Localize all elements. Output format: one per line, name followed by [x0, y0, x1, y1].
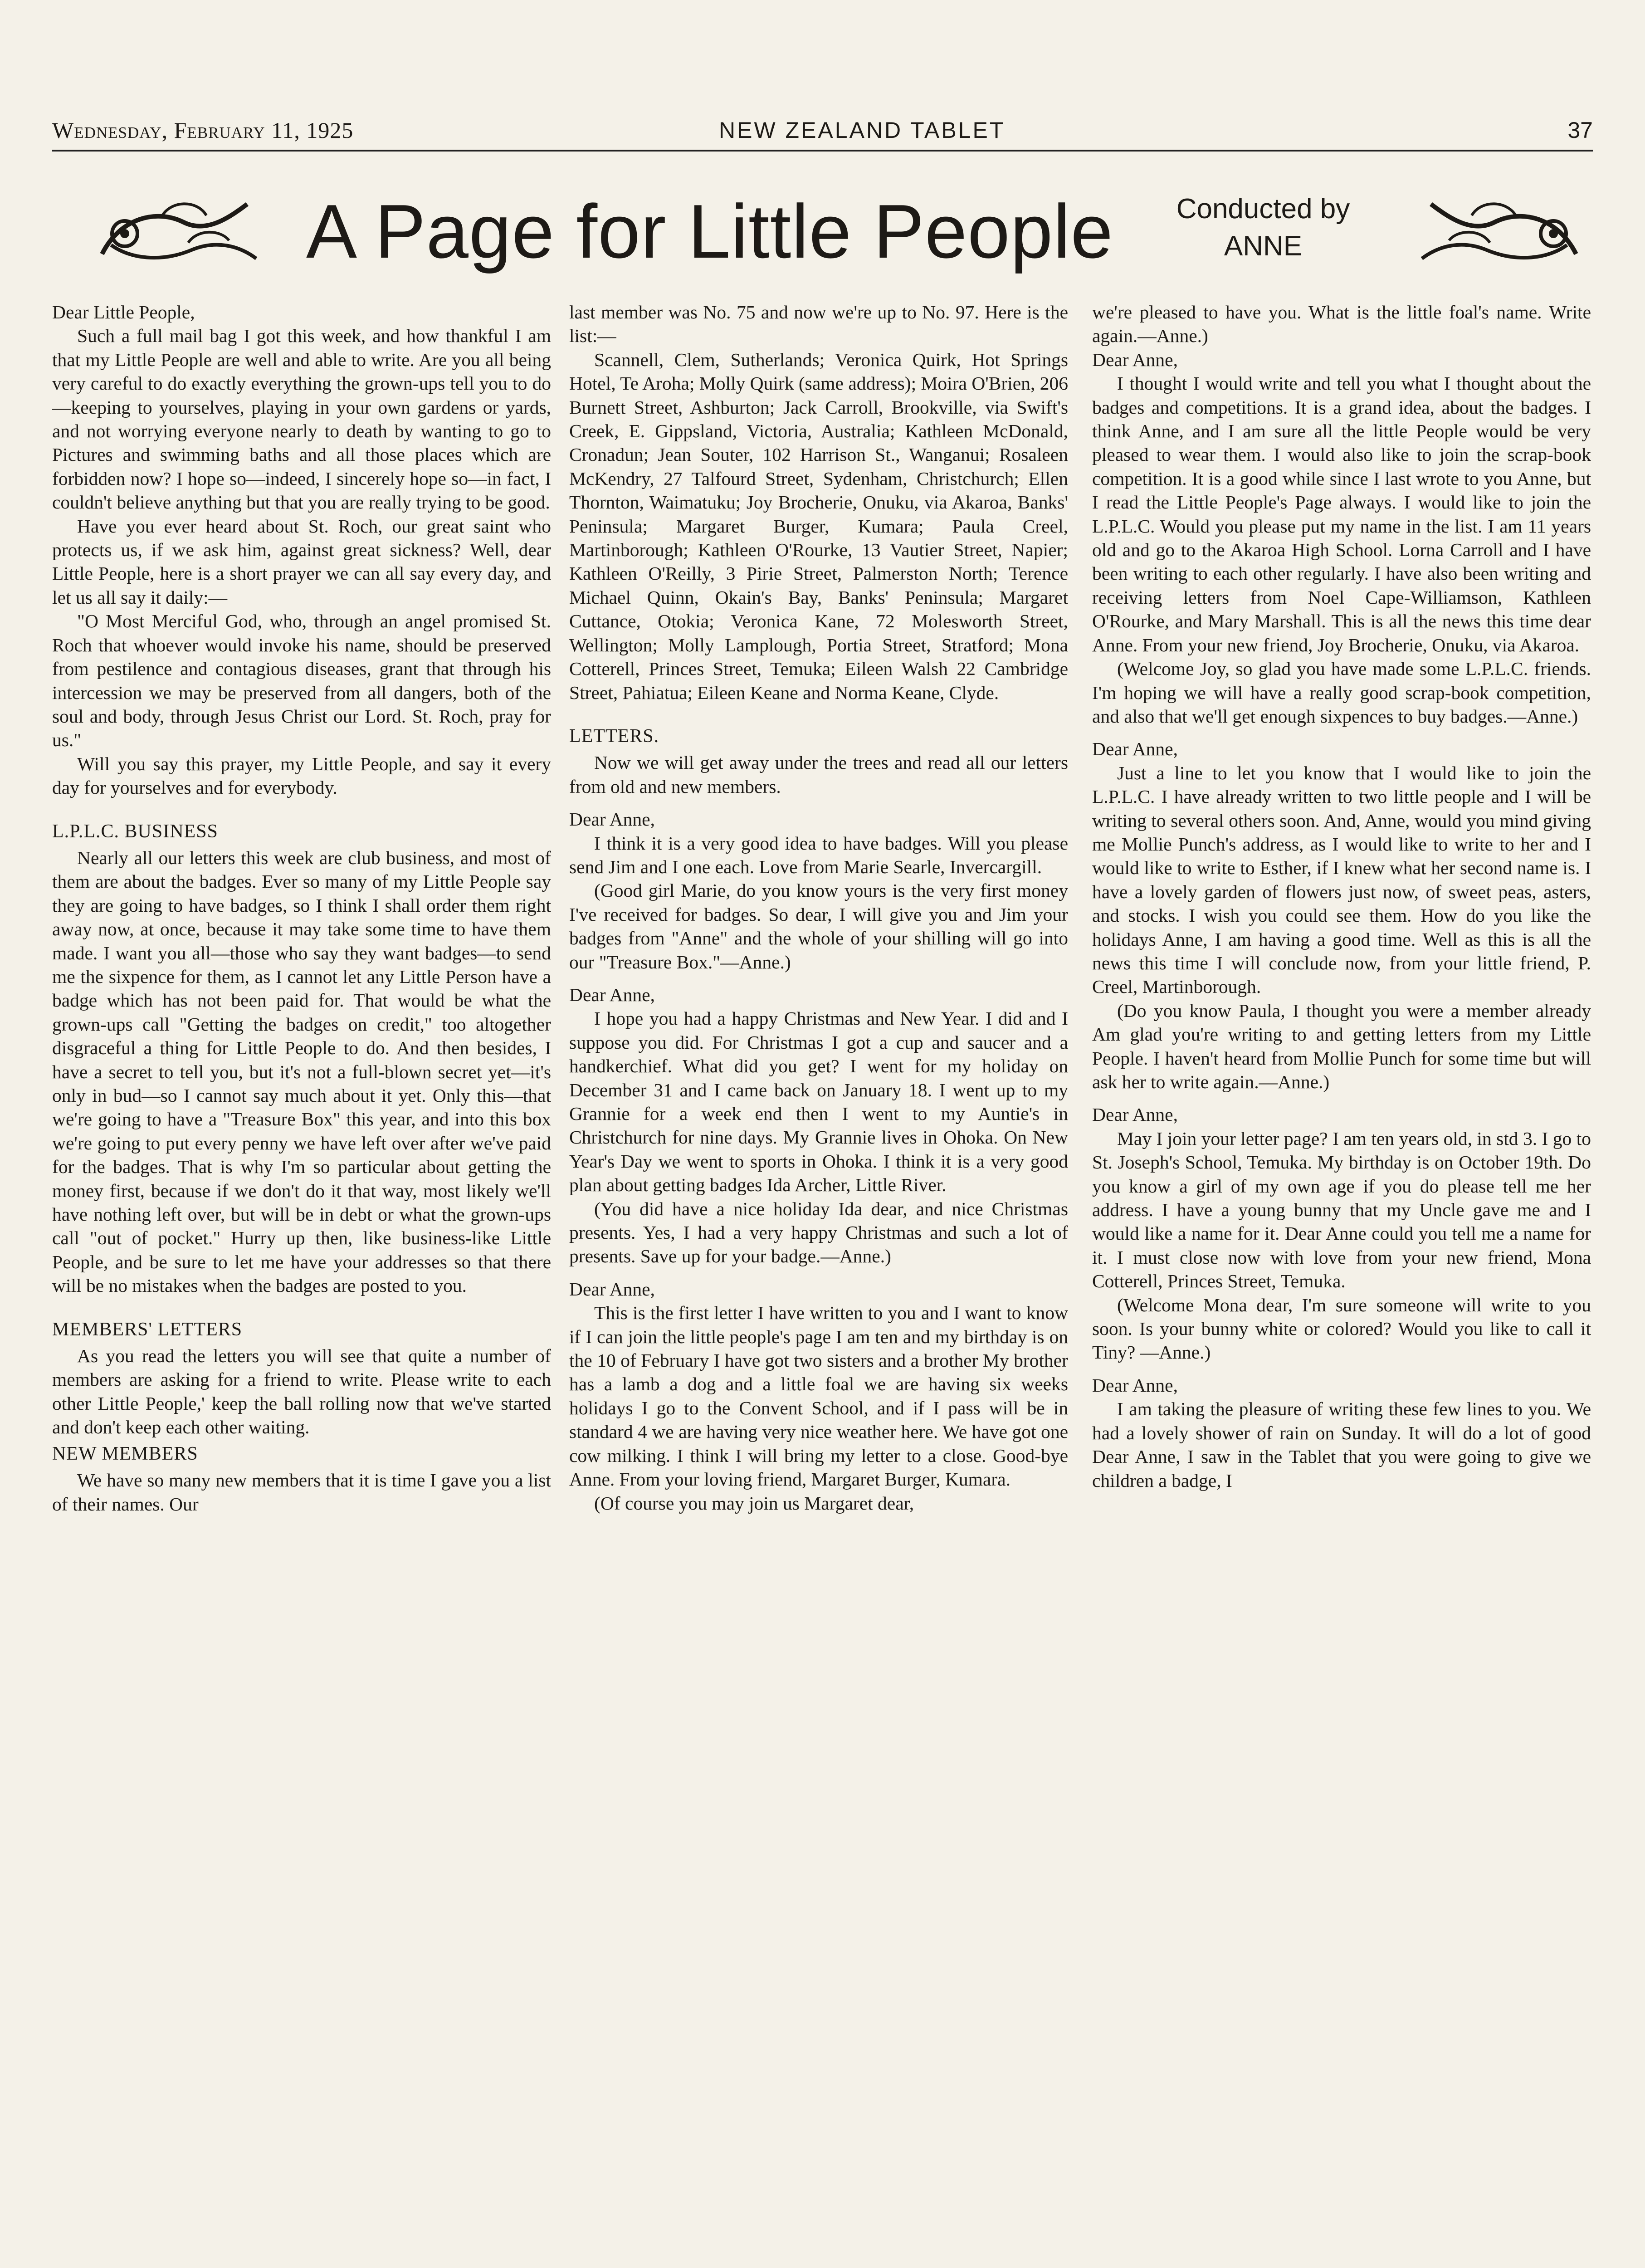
editor-reply-continued: we're pleased to have you. What is the little foal's name. Write again.—Anne.) [1092, 302, 1591, 347]
editor-reply: (Do you know Paula, I thought you were a member already Am glad you're writing to and getting letters from my Little People. I haven't heard from Mollie Punch for some time but will ask her to write again.—Anne.) [1092, 1000, 1591, 1092]
column-2 [569, 300, 1068, 2251]
section-heading-business: L.P.L.C. BUSINESS [52, 821, 218, 842]
members-paragraph: As you read the letters you will see that quite a number of members are asking for a friend to write. Please write to each other Little People,' keep the ball rolling now that we've started and don't keep each other waiting. [52, 1345, 551, 1438]
letter-body: I hope you had a happy Christmas and New Year. I did and I suppose you did. For Christmas I got a cup and saucer and a handkerchief. What did you get? I went for my holiday on December 31 and I came back on January 18. I went up to my Grannie for a week end then I went to my Auntie's in Christchurch for nine days. My Grannie lives in Ohoka. On New Year's Day we went to sports in Ohoka. I think it is a very good plan about getting badges Ida Archer, Little River. [569, 1008, 1068, 1196]
issue-date: Wednesday, February 11, 1925 [52, 117, 354, 143]
conducted-by-label: Conducted by [1176, 193, 1350, 225]
editor-reply: (Welcome Joy, so glad you have made some L.P.L.C. friends. I'm hoping we will have a really good scrap-book competition, and also that we'll get enough sixpences to buy badges.—Anne.) [1092, 658, 1591, 727]
scroll-ornament-right-icon [1413, 191, 1585, 268]
letter-salutation: Dear Anne, [1092, 1374, 1178, 1396]
prayer-paragraph: "O Most Merciful God, who, through an angel promised St. Roch that whoever would invoke his name, should be preserved from pestilence and contagious diseases, grant that through his intercession we may be preserved from all dangers, both of the soul and body, through Jesus Christ our Lord. St. Roch, pray for us." [52, 611, 551, 751]
intro-paragraph: Have you ever heard about St. Roch, our great saint who protects us, if we ask him, against great sickness? Well, dear Little People, here is a short prayer we can all say every day, and let us all say it daily:— [52, 515, 551, 608]
editor-reply: (Of course you may join us Margaret dear, [594, 1492, 914, 1514]
running-header [52, 117, 1593, 144]
section-heading-members-letters: MEMBERS' LETTERS [52, 1319, 243, 1340]
letter-salutation: Dear Anne, [569, 809, 655, 830]
letter-salutation: Dear Anne, [1092, 1104, 1178, 1125]
letter-salutation: Dear Anne, [569, 1278, 655, 1300]
column-3 [1092, 300, 1591, 2251]
letter-salutation: Dear Anne, [1092, 349, 1178, 370]
business-paragraph: Nearly all our letters this week are club business, and most of them are about the badges. Ever so many of my Little People say they are going to have badges, so I think I shall order them right away now, at once, because it may take some time to have them made. I want you all—those who say they want badges—to send me the sixpence for them, as I cannot let any Little Person have a badge which has not been paid for. That would be what the grown-ups call "Getting the badges on credit," too altogether disgraceful a thing for Little People to do. And then besides, I have a secret to tell you, but it's not a full-blown secret yet—it's only in bud—so I cannot say much about it yet. Only this—that we're going to have a "Treasure Box" this year, and into this box we're going to put every penny we have left over after we've paid for the badges. That is why I'm so particular about getting the money first, because if we don't do it that way, most likely we'll have nothing left over, but will be in debt or what the grown-ups call "out of pocket." Hurry up then, like business-like Little People, and be sure to let me have your addresses so that there will be no mistakes when the badges are posted to you. [52, 847, 551, 1296]
editor-reply: (Good girl Marie, do you know yours is the very first money I've received for badges. So dear, I will give you and Jim your badges from "Anne" and the whole of your shilling will go into our "Treasure Box."—Anne.) [569, 880, 1068, 973]
conductor-credit [1136, 191, 1390, 265]
section-heading-new-members: NEW MEMBERS [52, 1443, 198, 1464]
page-number: 37 [1567, 117, 1593, 143]
new-members-continued: last member was No. 75 and now we're up to No. 97. Here is the list:— [569, 302, 1068, 347]
letters-intro: Now we will get away under the trees and read all our letters from old and new members. [569, 752, 1068, 797]
letter-body: Just a line to let you know that I would like to join the L.P.L.C. I have already written to two little people and I will be writing to several others soon. And, Anne, would you mind giving me Mollie Punch's address, as I would like to write to her and I would like to write to Esther, if I knew what her second name is. I have a lovely garden of flowers just now, of sweet peas, asters, and stocks. I wish you could see them. How do you like the holidays Anne, I am having a good time. Well as this is all the news this time I will conclude now, from your little friend, P. Creel, Martinborough. [1092, 762, 1591, 997]
editor-reply: (You did have a nice holiday Ida dear, and nice Christmas presents. Yes, I had a very happy Christmas and such a lot of presents. Save up for your badge.—Anne.) [569, 1198, 1068, 1267]
intro-paragraph: Such a full mail bag I got this week, and how thankful I am that my Little People are well and able to write. Are you all being very careful to do exactly everything the grown-ups tell you to do—keeping to yourselves, playing in your own gardens or yards, and not worrying everyone nearly to death by wanting to go to Pictures and swimming baths and all those places which are forbidden now? I hope so—indeed, I sincerely hope so—in fact, I couldn't believe anything but that you are really trying to be good. [52, 325, 551, 513]
letter-body: May I join your letter page? I am ten years old, in std 3. I go to St. Joseph's School, Temuka. My birthday is on October 19th. Do you know a girl of my own age if you do please tell me her address. I have a young bunny that my Uncle gave me and I would like a name for it. Dear Anne could you tell me a name for it. I must close now with love from your new friend, Mona Cotterell, Princes Street, Temuka. [1092, 1128, 1591, 1292]
letter-body: This is the first letter I have written to you and I want to know if I can join the little people's page I am ten and my birthday is on the 10 of February I have got two sisters and a brother My brother has a lamb a dog and a little foal we are having six weeks holidays I go to the Convent School, and if I pass will be in standard 4 we are having very nice weather here. We have got one cow milking. I think I will bring my letter to a close. Good-bye Anne. From your loving friend, Margaret Burger, Kumara. [569, 1302, 1068, 1490]
letter-salutation: Dear Anne, [569, 984, 655, 1005]
page-title: A Page for Little People [306, 189, 1113, 274]
letter-body: I am taking the pleasure of writing these few lines to you. We had a lovely shower of rain on Sunday. It will do a lot of good Dear Anne, I saw in the Tablet that you were going to give we children a badge, I [1092, 1398, 1591, 1491]
scroll-ornament-left-icon [93, 191, 265, 268]
publication-name: NEW ZEALAND TABLET [719, 117, 1006, 143]
intro-paragraph: Will you say this prayer, my Little People, and say it every day for yourselves and for everybody. [52, 753, 551, 798]
column-1 [52, 300, 551, 2251]
letter-body: I think it is a very good idea to have badges. Will you please send Jim and I one each. Love from Marie Searle, Invercargill. [569, 832, 1068, 877]
salutation: Dear Little People, [52, 302, 195, 323]
member-list: Scannell, Clem, Sutherlands; Veronica Quirk, Hot Springs Hotel, Te Aroha; Molly Quirk (same address); Moira O'Brien, 206 Burnett Street, Ashburton; Jack Carroll, Brookville, via Swift's Creek, E. Gippsland, Victoria, Australia; Kathleen McDonald, Cronadun; Jean Souter, 102 Harrison St., Wanganui; Rosaleen McKendry, 27 Talfourd Street, Sydenham, Christchurch; Ellen Thornton, Waimatuku; Joy Brocherie, Onuku, via Akaroa, Banks' Peninsula; Margaret Burger, Kumara; Paula Creel, Martinborough; Kathleen O'Rourke, 13 Vautier Street, Napier; Kathleen O'Reilly, 3 Pirie Street, Palmerston North; Terence Michael Quinn, Okain's Bay, Banks' Peninsula; Margaret Cuttance, Otokia; Veronica Kane, 72 Molesworth Street, Wellington; Molly Lamplough, Portia Street, Stratford; Mona Cotterell, Princes Street, Temuka; Eileen Walsh 22 Cambridge Street, Pahiatua; Eileen Keane and Norma Keane, Clyde. [569, 349, 1068, 703]
editor-name: ANNE [1224, 230, 1303, 262]
masthead [52, 181, 1593, 286]
new-members-paragraph: We have so many new members that it is time I gave you a list of their names. Our [52, 1470, 551, 1515]
letter-salutation: Dear Anne, [1092, 738, 1178, 760]
header-rule [52, 150, 1593, 152]
section-heading-letters: LETTERS. [569, 725, 659, 747]
editor-reply: (Welcome Mona dear, I'm sure someone will write to you soon. Is your bunny white or colored? Would you like to call it Tiny? —Anne.) [1092, 1294, 1591, 1363]
letter-body: I thought I would write and tell you what I thought about the badges and competitions. It is a grand idea, about the badges. I think Anne, and I am sure all the little People would be very pleased to wear them. I would also like to join the scrap-book competition. It is a good while since I last wrote to you Anne, but I read the Little People's Page always. I would like to join the L.P.L.C. Would you please put my name in the list. I am 11 years old and go to the Akaroa High School. Lorna Carroll and I have been writing to each other regularly. I have also been writing and receiving letters from Noel Cape-Williamson, Kathleen O'Rourke, and Mary Marshall. This is all the news this time dear Anne. From your new friend, Joy Brocherie, Onuku, via Akaroa. [1092, 373, 1591, 655]
